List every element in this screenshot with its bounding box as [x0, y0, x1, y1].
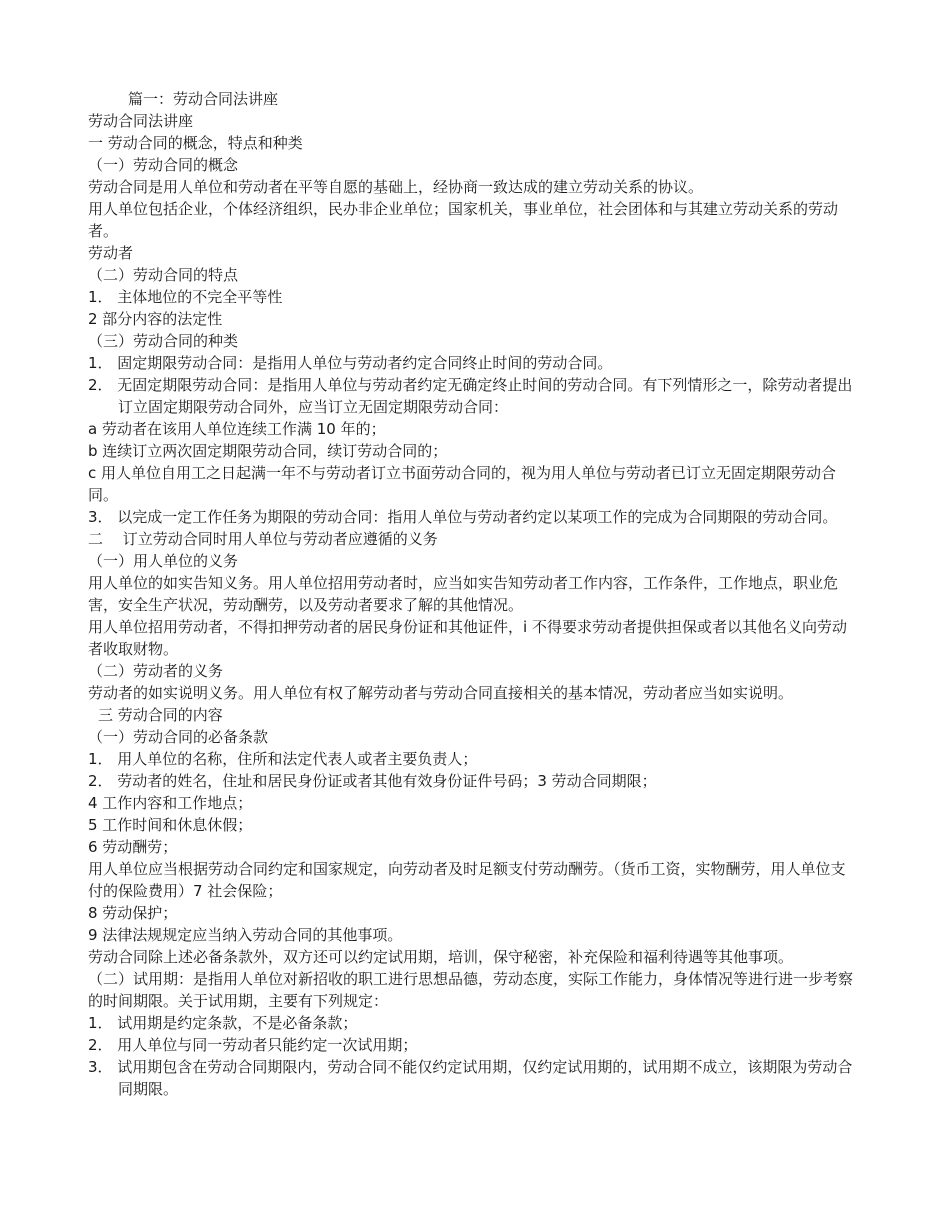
paragraph-line: 6 劳动酬劳； — [88, 838, 178, 856]
paragraph-line: 一 劳动合同的概念，特点和种类 — [88, 134, 303, 152]
paragraph-line: 4 工作内容和工作地点； — [88, 794, 253, 812]
paragraph-line: 用人单位招用劳动者，不得扣押劳动者的居民身份证和其他证件，i 不得要求劳动者提供担保或者以其他名义向劳动者收取财物。 — [88, 618, 847, 658]
document-title: 篇一：劳动合同法讲座 — [128, 90, 279, 108]
paragraph-line: 1． 用人单位的名称，住所和法定代表人或者主要负责人； — [88, 750, 478, 768]
paragraph-line: （三）劳动合同的种类 — [88, 332, 239, 350]
paragraph-line: 用人单位的如实告知义务。用人单位招用劳动者时，应当如实告知劳动者工作内容，工作条件，工作地点，职业危害，安全生产状况，劳动酬劳，以及劳动者要求了解的其他情况。 — [88, 574, 839, 614]
paragraph-line: 8 劳动保护； — [88, 904, 178, 922]
paragraph-line: （一）劳动合同的必备条款 — [88, 728, 269, 746]
paragraph-line: 2． 无固定期限劳动合同：是指用人单位与劳动者约定无确定终止时间的劳动合同。有下列情形之一，除劳动者提出订立固定期限劳动合同外，应当订立无固定期限劳动合同： — [88, 376, 853, 416]
paragraph-line: （一）用人单位的义务 — [88, 552, 239, 570]
paragraph-line: c 用人单位自用工之日起满一年不与劳动者订立书面劳动合同的，视为用人单位与劳动者已订立无固定期限劳动合同。 — [88, 464, 837, 504]
paragraph-line: （二）试用期：是指用人单位对新招收的职工进行思想品德，劳动态度，实际工作能力，身体情况等进行进一步考察的时间期限。关于试用期，主要有下列规定： — [88, 970, 854, 1010]
paragraph-line: a 劳动者在该用人单位连续工作满 10 年的； — [88, 420, 386, 438]
paragraph-line: 劳动合同除上述必备条款外，双方还可以约定试用期，培训，保守秘密，补充保险和福利待遇等其他事项。 — [88, 948, 794, 966]
paragraph-line: 3． 试用期包含在劳动合同期限内，劳动合同不能仅约定试用期，仅约定试用期的，试用期不成立，该期限为劳动合同期限。 — [88, 1058, 853, 1098]
paragraph-line: b 连续订立两次固定期限劳动合同，续订劳动合同的； — [88, 442, 448, 460]
document-body — [88, 88, 860, 1100]
paragraph-line: 劳动者的如实说明义务。用人单位有权了解劳动者与劳动合同直接相关的基本情况，劳动者应当如实说明。 — [88, 684, 794, 702]
paragraph-line: 劳动者 — [88, 244, 134, 262]
paragraph-line: 劳动合同法讲座 — [88, 112, 194, 130]
paragraph-line: 5 工作时间和休息休假； — [88, 816, 253, 834]
paragraph-line: 劳动合同是用人单位和劳动者在平等自愿的基础上，经协商一致达成的建立劳动关系的协议。 — [88, 178, 704, 196]
paragraph-line: 2 部分内容的法定性 — [88, 310, 223, 328]
paragraph-line: 用人单位包括企业，个体经济组织，民办非企业单位；国家机关，事业单位，社会团体和与其建立劳动关系的劳动者。 — [88, 200, 839, 240]
paragraph-line: 1． 固定期限劳动合同：是指用人单位与劳动者约定合同终止时间的劳动合同。 — [88, 354, 613, 372]
paragraph-line: 用人单位应当根据劳动合同约定和国家规定，向劳动者及时足额支付劳动酬劳。（货币工资，实物酬劳，用人单位支付的保险费用）7 社会保险； — [88, 860, 846, 900]
paragraph-line: （二）劳动者的义务 — [88, 662, 224, 680]
paragraph-line: 二 订立劳动合同时用人单位与劳动者应遵循的义务 — [88, 530, 438, 548]
paragraph-line: 2． 用人单位与同一劳动者只能约定一次试用期； — [88, 1036, 418, 1054]
paragraph-line: 三 劳动合同的内容 — [98, 706, 223, 724]
paragraph-line: 1． 试用期是约定条款，不是必备条款； — [88, 1014, 358, 1032]
paragraph-line: 3． 以完成一定工作任务为期限的劳动合同：指用人单位与劳动者约定以某项工作的完成为合同期限的劳动合同。 — [88, 508, 838, 526]
paragraph-line: 2． 劳动者的姓名，住址和居民身份证或者其他有效身份证件号码；3 劳动合同期限； — [88, 772, 657, 790]
document-lines — [88, 110, 860, 1100]
paragraph-line: 1． 主体地位的不完全平等性 — [88, 288, 283, 306]
paragraph-line: 9 法律法规规定应当纳入劳动合同的其他事项。 — [88, 926, 403, 944]
paragraph-line: （一）劳动合同的概念 — [88, 156, 239, 174]
paragraph-line: （二）劳动合同的特点 — [88, 266, 239, 284]
